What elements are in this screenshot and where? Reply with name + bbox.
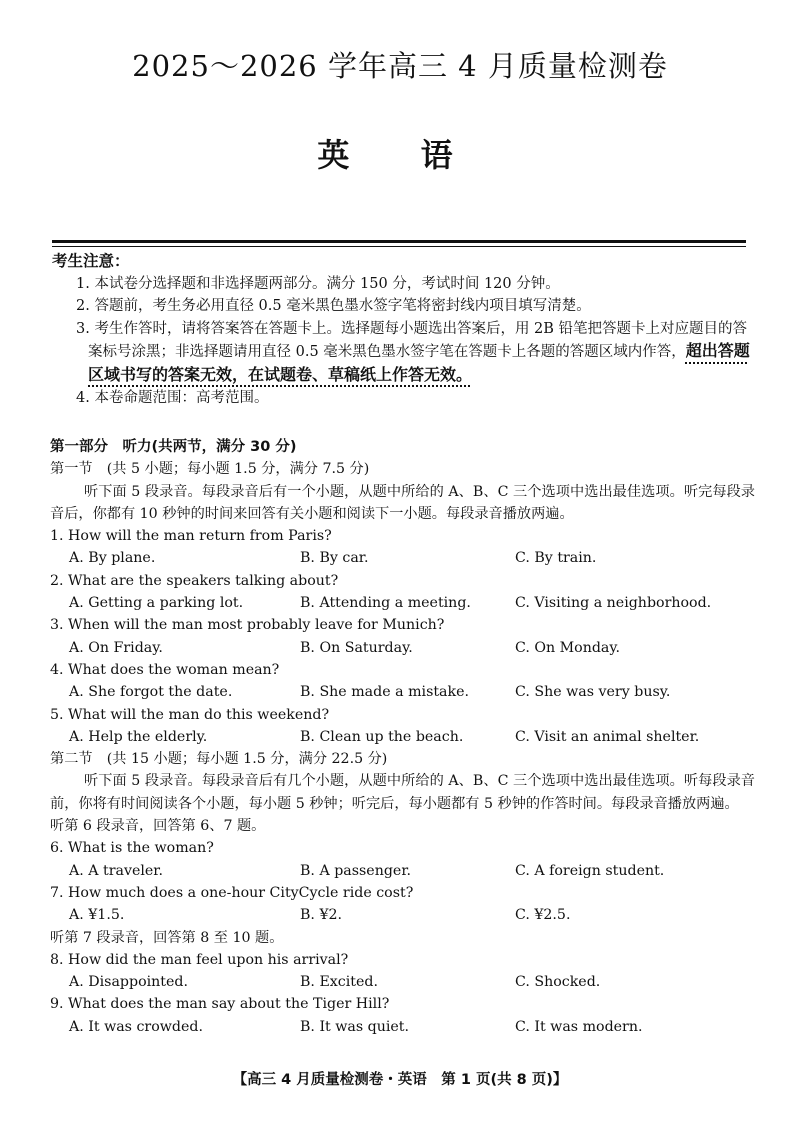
question-2: 2. What are the speakers talking about? [50,572,339,589]
passage7-intro: 听第 7 段录音，回答第 8 至 10 题。 [50,929,284,946]
options-4 [50,681,755,703]
options-5 [50,726,755,748]
notice-item-3-text: 3. 考生作答时，请将答案答在答题卡上。选择题每小题选出答案后，用 2B 铅笔把答题卡上对应题目的答案标号涂黑；非选择题请用直径 0.5 毫米黑色墨水签字笔在答题卡上各题的答题区域内作答， [76,320,748,360]
exam-title: 2025～2026 学年高三 4 月质量检测卷 [132,49,668,83]
option-b: B. It was quiet. [300,1018,410,1035]
notice-item-2: 2. 答题前，考生务必用直径 0.5 毫米黑色墨水签字笔将密封线内项目填写清楚。 [76,298,591,314]
question-9: 9. What does the man say about the Tiger Hill? [50,996,390,1013]
option-c: C. Shocked. [515,974,601,991]
notice-item-4: 4. 本卷命题范围：高考范围。 [76,390,269,406]
option-c: C. On Monday. [515,639,621,656]
notice-item-1: 1. 本试卷分选择题和非选择题两部分。满分 150 分，考试时间 120 分钟。 [76,275,560,292]
page-footer: 【高三 4 月质量检测卷・英语 第 1 页(共 8 页)】 [232,1072,568,1088]
option-a: A. Help the elderly. [69,728,208,745]
question-3: 3. When will the man most probably leave for Munich? [50,617,445,634]
notice-item-3-emphasis: 超出答题区域书写的答案无效，在试题卷、草稿纸上作答无效。 [88,341,750,384]
header-divider-thin [52,246,746,247]
options-6 [50,860,755,882]
option-b: B. ¥2. [300,907,343,924]
question-5: 5. What will the man do this weekend? [50,706,330,723]
option-a: A. ¥1.5. [69,907,125,924]
question-4: 4. What does the woman mean? [50,661,280,678]
section1-heading: 第一节 (共 5 小题；每小题 1.5 分，满分 7.5 分) [50,461,370,478]
option-c: C. By train. [515,550,597,567]
option-b: B. Clean up the beach. [300,728,464,745]
option-a: A. By plane. [69,550,156,567]
question-8: 8. How did the man feel upon his arrival? [50,951,349,968]
option-c: C. A foreign student. [515,862,665,879]
option-b: B. Excited. [300,974,378,991]
option-a: A. It was crowded. [69,1018,203,1035]
option-a: A. She forgot the date. [69,684,233,701]
option-a: A. Getting a parking lot. [69,595,244,612]
passage6-intro: 听第 6 段录音，回答第 6、7 题。 [50,818,266,835]
part1-heading: 第一部分 听力(共两节，满分 30 分) [50,439,297,455]
section2-heading: 第二节 (共 15 小题；每小题 1.5 分，满分 22.5 分) [50,751,388,768]
options-3 [50,637,755,659]
notice-title: 考生注意： [52,252,130,270]
options-7 [50,904,755,926]
section2-instructions: 听下面 5 段录音。每段录音后有几个小题，从题中所给的 A、B、C 三个选项中选出最佳选项。听每段录音前，你将有时间阅读各个小题，每小题 5 秒钟；听完后，每小题都有 5 秒钟的作答时间。每段录音播放两遍。 [50,773,755,812]
question-6: 6. What is the woman? [50,840,214,857]
section1-instructions: 听下面 5 段录音。每段录音后有一个小题，从题中所给的 A、B、C 三个选项中选出最佳选项。听完每段录音后，你都有 10 秒钟的时间来回答有关小题和阅读下一小题。每段录音播放两遍。 [50,483,755,522]
option-b: B. A passenger. [300,862,412,879]
question-7: 7. How much does a one-hour CityCycle ride cost? [50,884,414,901]
options-8 [50,971,755,993]
option-a: A. Disappointed. [69,974,188,991]
option-c: C. ¥2.5. [515,907,571,924]
notice-item-3 [52,318,752,388]
option-c: C. Visiting a neighborhood. [515,595,712,612]
subject-title: 英 语 [317,136,483,174]
option-b: B. On Saturday. [300,639,413,656]
option-b: B. Attending a meeting. [300,595,471,612]
option-c: C. It was modern. [515,1018,643,1035]
candidate-notice [52,250,752,410]
question-1: 1. How will the man return from Paris? [50,528,332,545]
option-a: A. On Friday. [69,639,163,656]
option-c: C. She was very busy. [515,684,671,701]
questions-1-5 [50,525,755,748]
option-a: A. A traveler. [69,862,164,879]
header-divider-thick [52,240,746,243]
options-9 [50,1016,755,1038]
option-b: B. By car. [300,550,369,567]
option-b: B. She made a mistake. [300,684,470,701]
options-2 [50,592,755,614]
options-1 [50,547,755,569]
option-c: C. Visit an animal shelter. [515,728,700,745]
listening-part [50,436,755,1038]
